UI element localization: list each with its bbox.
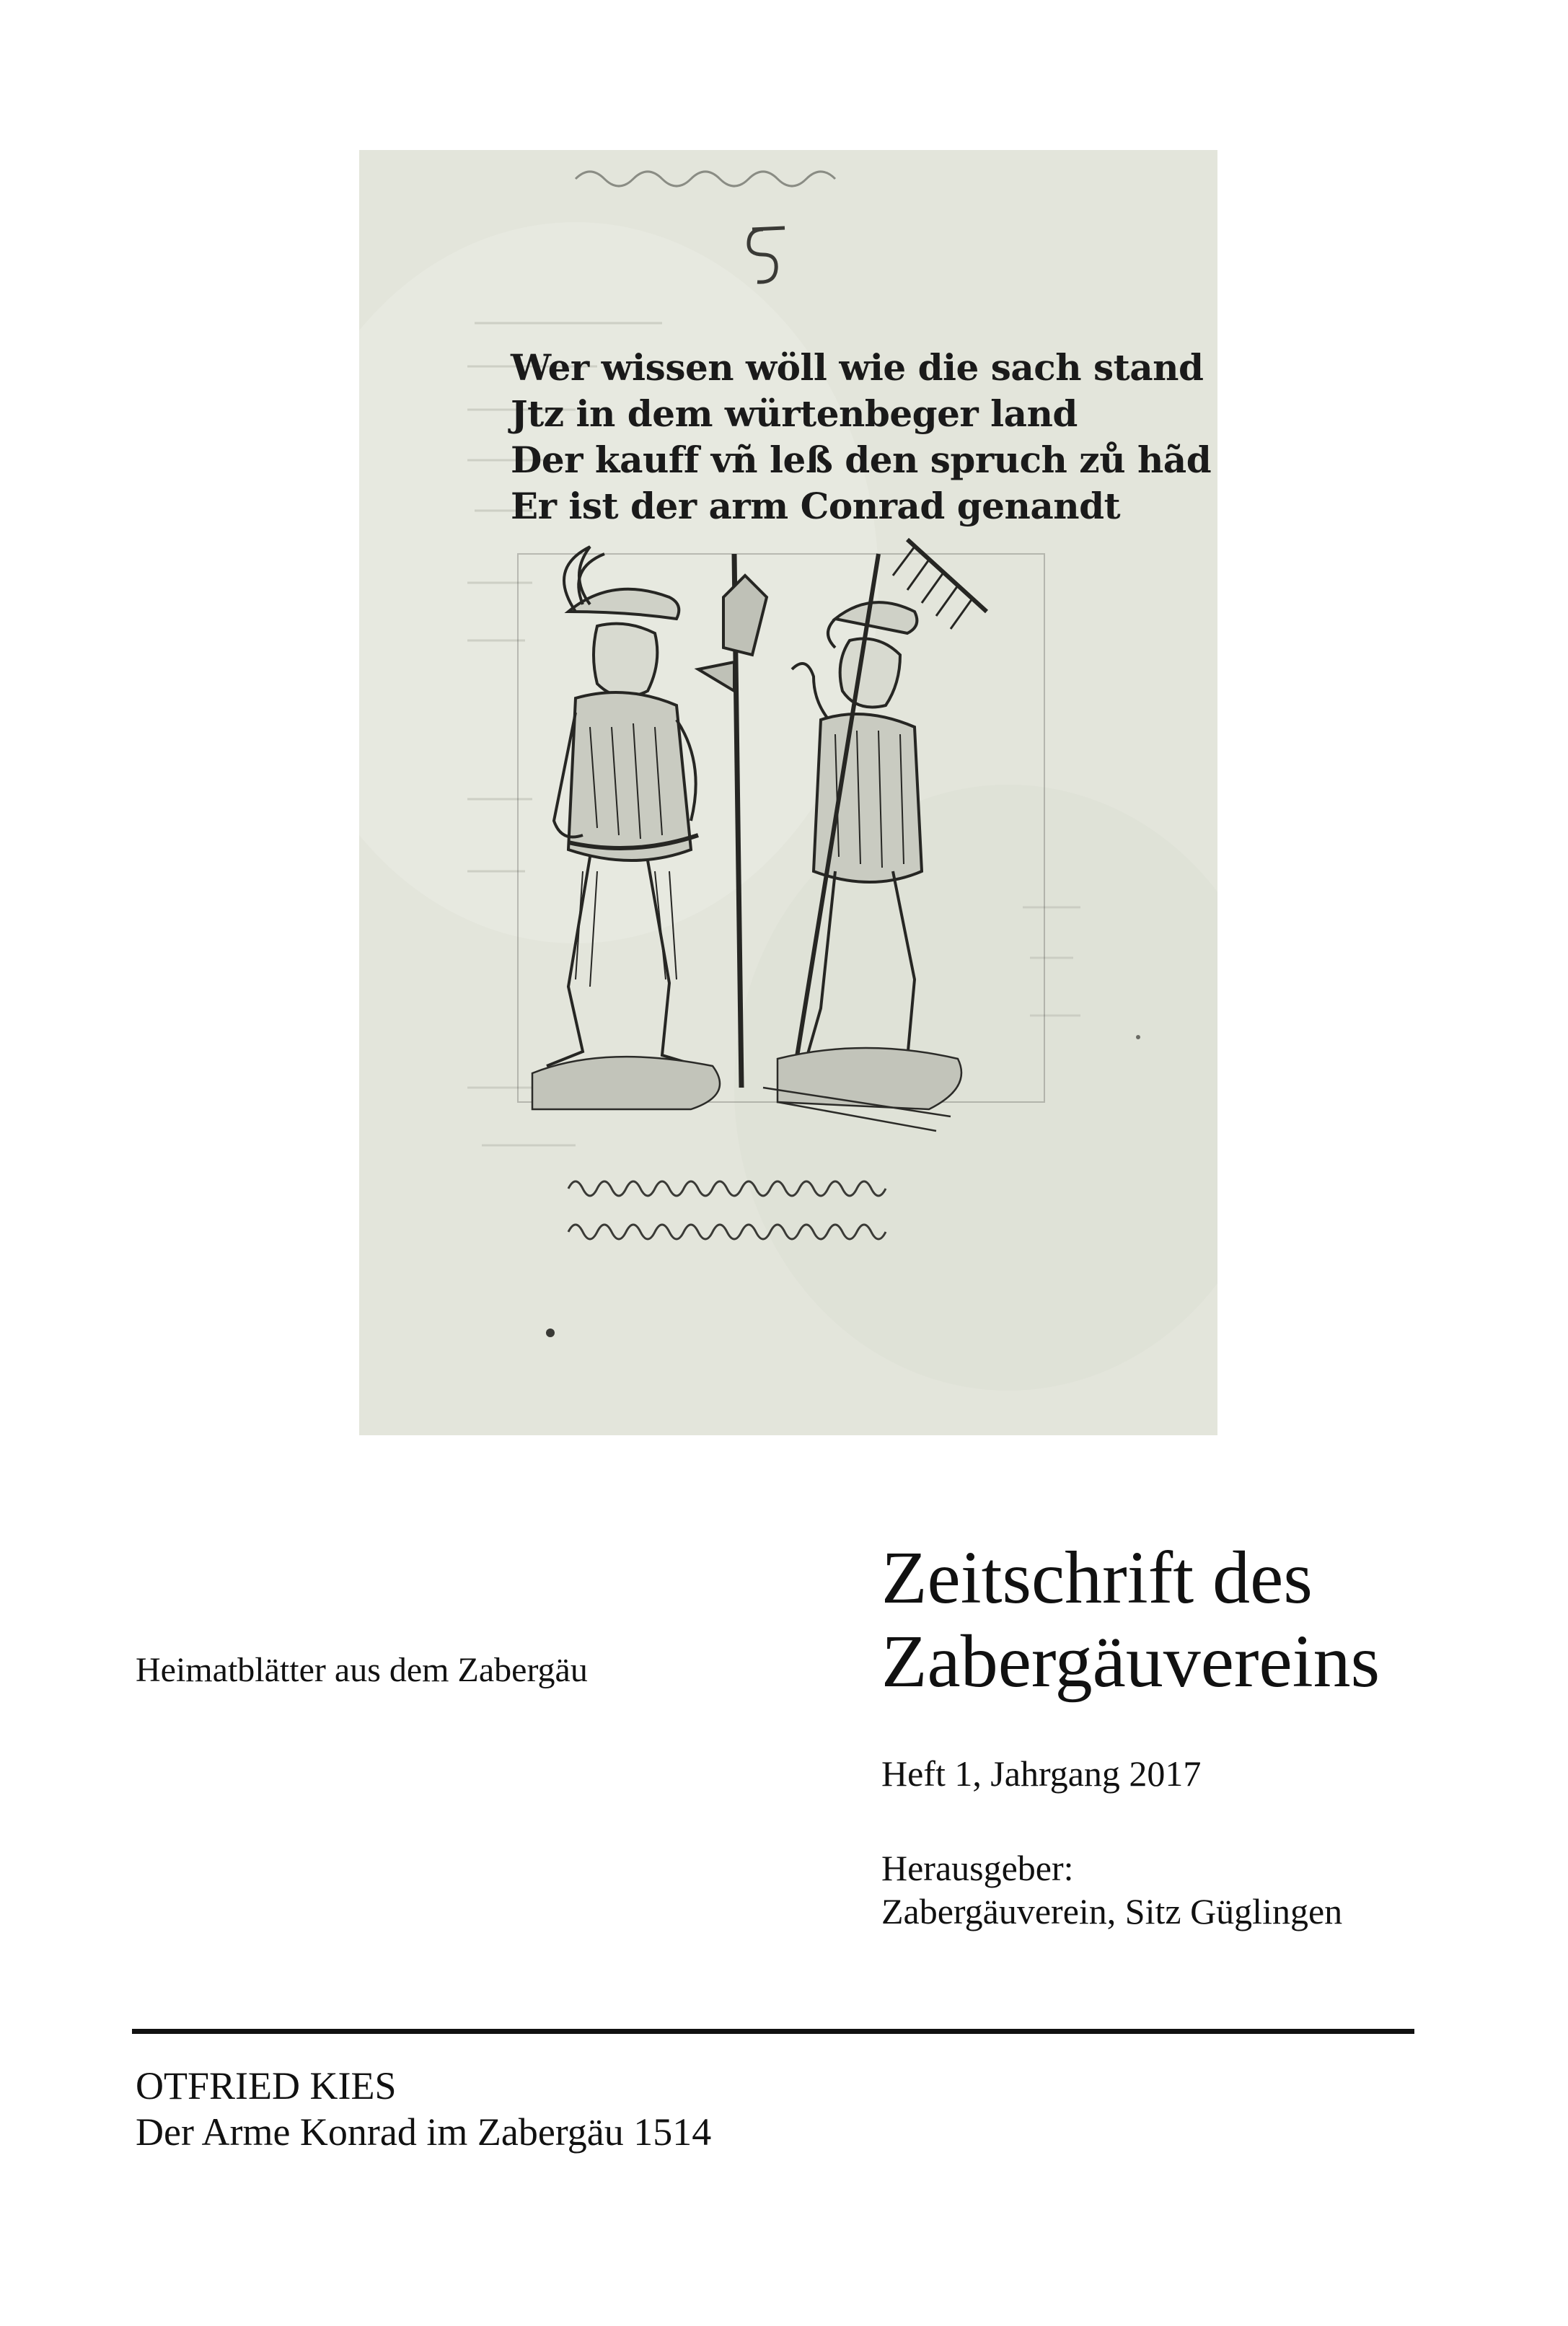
woodcut-verse [511, 345, 1212, 529]
verse-line-4: Er ist der arm Conrad genandt [511, 485, 1121, 527]
article-title: Der Arme Konrad im Zabergäu 1514 [136, 2110, 712, 2154]
woodcut-illustration [359, 150, 1217, 1435]
article-block [136, 2063, 711, 2155]
journal-title-line-2: Zabergäuvereins [881, 1620, 1380, 1703]
series-label: Heimatblätter aus dem Zabergäu [136, 1651, 588, 1689]
verse-line-3: Der kauff vñ leß den spruch zů hãd [511, 439, 1212, 481]
divider [132, 2029, 1414, 2034]
journal-title-line-1: Zeitschrift des [881, 1536, 1313, 1619]
verse-line-2: Jtz in dem würtenbeger land [511, 392, 1078, 435]
woodcut-title-page-image [359, 150, 1217, 1435]
publisher-block [881, 1846, 1342, 1933]
article-author: OTFRIED KIES [136, 2064, 397, 2107]
publisher-name: Zabergäuverein, Sitz Güglingen [881, 1891, 1343, 1931]
journal-title [881, 1536, 1380, 1704]
verse-line-1: Wer wissen wöll wie die sach stand [511, 346, 1204, 389]
publisher-label: Herausgeber: [881, 1848, 1074, 1888]
issue-info: Heft 1, Jahrgang 2017 [881, 1753, 1202, 1794]
